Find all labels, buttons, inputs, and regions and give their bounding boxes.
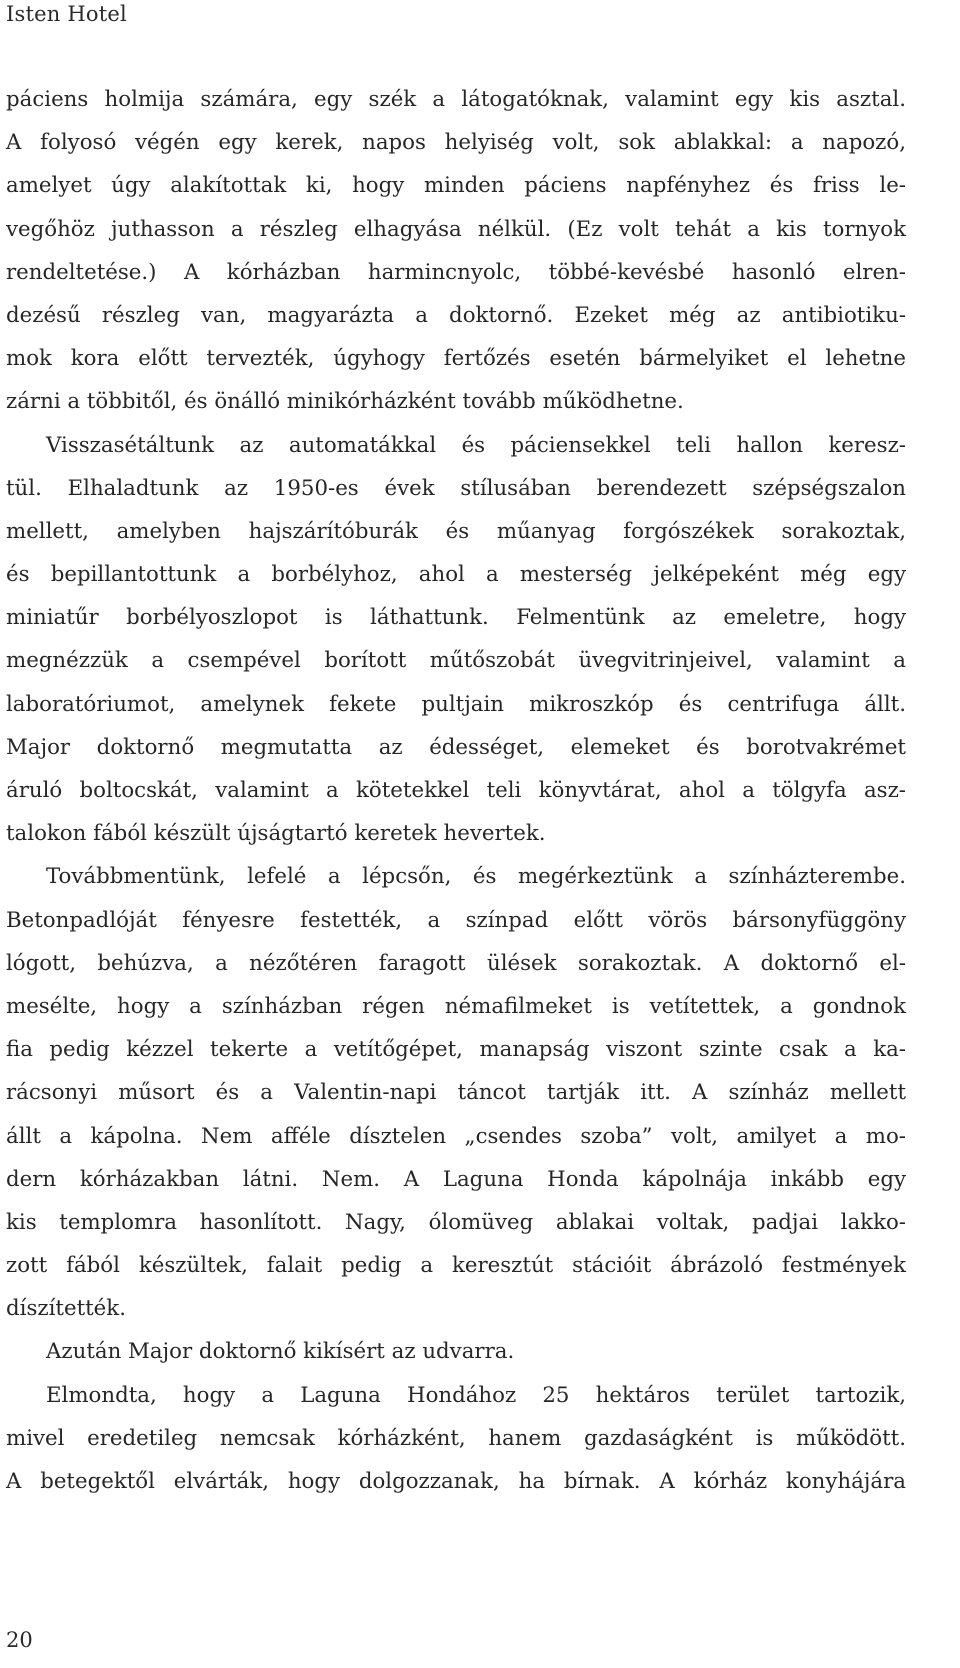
text-line: mivel eredetileg nemcsak kórházként, hanem gazdaságként is működött. bbox=[6, 1425, 906, 1451]
text-line: zárni a többitől, és önálló minikórházként tovább működhetne. bbox=[6, 389, 684, 415]
page-number: 20 bbox=[6, 1628, 33, 1652]
text-line: A folyosó végén egy kerek, napos helyiség volt, sok ablakkal: a napozó, bbox=[6, 130, 906, 156]
text-line: Betonpadlóját fényesre festették, a színpad előtt vörös bársonyfüggöny bbox=[6, 907, 906, 933]
text-line: dezésű részleg van, magyarázta a doktornő. Ezeket még az antibiotiku- bbox=[6, 302, 906, 328]
text-line: állt a kápolna. Nem afféle dísztelen „csendes szoba” volt, amilyet a mo- bbox=[6, 1123, 906, 1149]
text-line: zott fából készültek, falait pedig a keresztút stációit ábrázoló festmények bbox=[6, 1253, 906, 1279]
text-line: mok kora előtt tervezték, úgyhogy fertőzés esetén bármelyiket el lehetne bbox=[6, 346, 906, 372]
text-line: Továbbmentünk, lefelé a lépcsőn, és megérkeztünk a színházterembe. bbox=[46, 864, 906, 890]
text-line: tül. Elhaladtunk az 1950-es évek stílusában berendezett szépségszalon bbox=[6, 475, 906, 501]
text-line: fia pedig kézzel tekerte a vetítőgépet, manapság viszont szinte csak a ka- bbox=[6, 1037, 906, 1063]
text-line: dern kórházakban látni. Nem. A Laguna Honda kápolnája inkább egy bbox=[6, 1166, 906, 1192]
text-line: áruló boltocskát, valamint a kötetekkel teli könyvtárat, ahol a tölgyfa asz- bbox=[6, 778, 906, 803]
text-line: rendeltetése.) A kórházban harmincnyolc, többé-kevésbé hasonló elren- bbox=[6, 259, 906, 285]
text-line: talokon fából készült újságtartó keretek hevertek. bbox=[6, 821, 546, 847]
running-head-title: Isten Hotel bbox=[6, 2, 127, 26]
text-line: A betegektől elvárták, hogy dolgozzanak, ha bírnak. A kórház konyhájára bbox=[6, 1469, 906, 1494]
text-line: díszítették. bbox=[6, 1296, 126, 1322]
body-text bbox=[6, 78, 906, 1503]
text-line: vegőhöz juthasson a részleg elhagyása nélkül. (Ez volt tehát a kis tornyok bbox=[6, 216, 906, 242]
text-line: lógott, behúzva, a nézőtéren faragott ülések sorakoztak. A doktornő el- bbox=[6, 950, 906, 976]
text-line: rácsonyi műsort és a Valentin-napi táncot tartják itt. A színház mellett bbox=[6, 1080, 906, 1106]
text-line: megnézzük a csempével borított műtőszobát üvegvitrinjeivel, valamint a bbox=[6, 648, 906, 674]
text-line: miniatűr borbélyoszlopot is láthattunk. Felmentünk az emeletre, hogy bbox=[6, 605, 906, 631]
text-line: mellett, amelyben hajszárítóburák és műanyag forgószékek sorakoztak, bbox=[6, 518, 906, 544]
text-line: páciens holmija számára, egy szék a látogatóknak, valamint egy kis asztal. bbox=[6, 87, 906, 112]
text-line: mesélte, hogy a színházban régen némafilmeket is vetítettek, a gondnok bbox=[6, 993, 906, 1019]
text-line: laboratóriumot, amelynek fekete pultjain mikroszkóp és centrifuga állt. bbox=[6, 691, 906, 717]
text-line: Major doktornő megmutatta az édességet, elemeket és borotvakrémet bbox=[6, 734, 906, 760]
text-line: Visszasétáltunk az automatákkal és páciensekkel teli hallon keresz- bbox=[46, 432, 906, 458]
text-line: Elmondta, hogy a Laguna Hondához 25 hektáros terület tartozik, bbox=[46, 1382, 906, 1408]
text-line: és bepillantottunk a borbélyhoz, ahol a mesterség jelképeként még egy bbox=[6, 562, 906, 588]
text-line: kis templomra hasonlított. Nagy, ólomüveg ablakai voltak, padjai lakko- bbox=[6, 1209, 906, 1235]
text-line: amelyet úgy alakítottak ki, hogy minden páciens napfényhez és friss le- bbox=[6, 173, 906, 199]
text-line: Azután Major doktornő kikísért az udvarra. bbox=[46, 1339, 515, 1365]
